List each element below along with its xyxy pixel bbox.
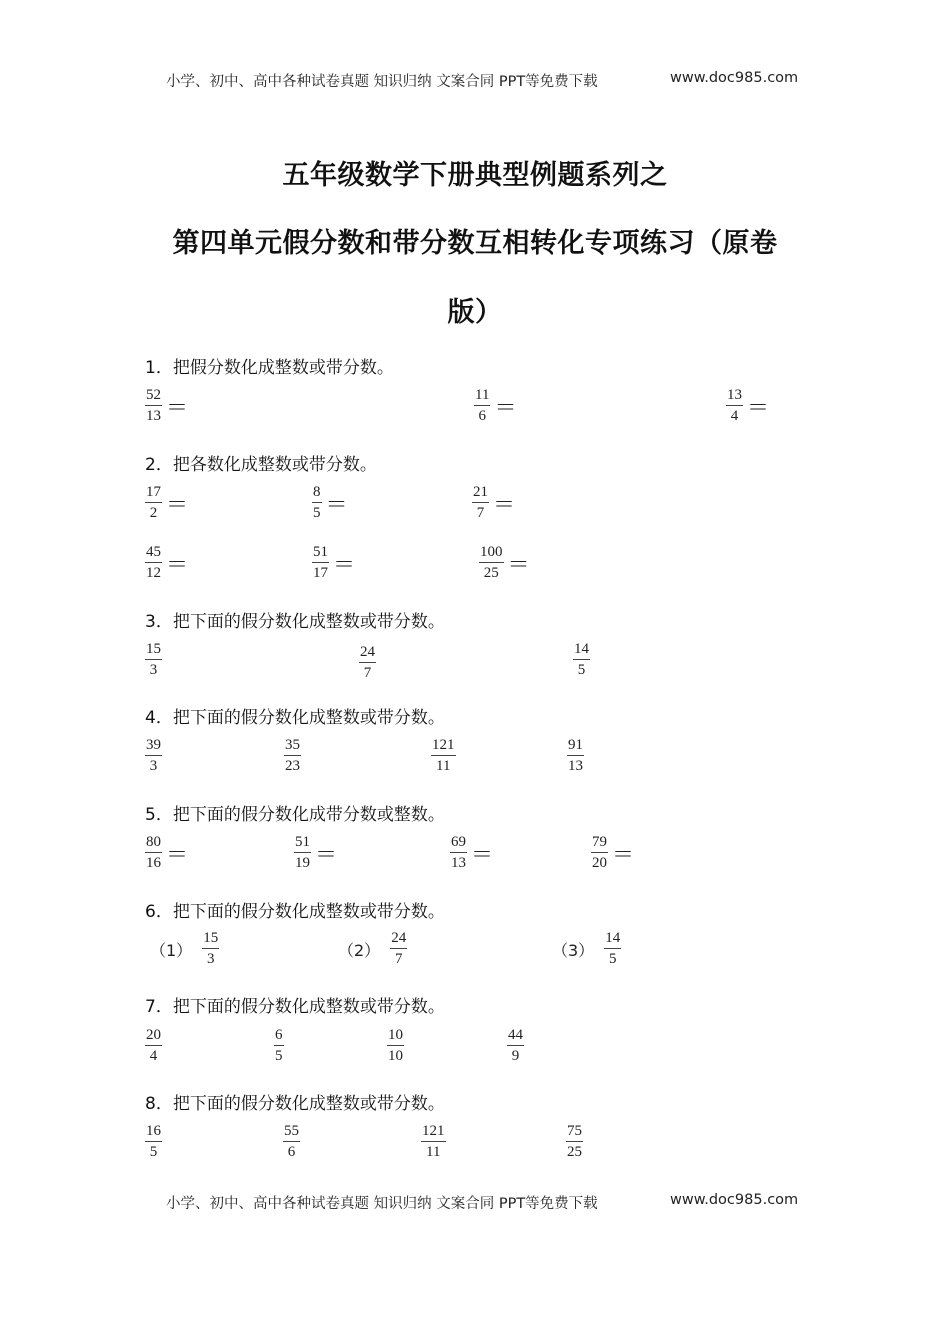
numerator: 24 [391,930,407,946]
fraction-item [472,485,515,521]
fraction-item [150,931,219,967]
item-number: （3） [552,940,595,960]
fraction-item [359,645,376,681]
fraction [294,835,311,871]
fraction [145,738,162,774]
fraction [274,1028,284,1064]
fraction [359,645,376,681]
fraction [145,1028,162,1064]
fraction [283,1124,300,1160]
equals-sign: ＝ [166,491,189,517]
denominator: 10 [388,1048,403,1064]
question-3-label: 3．把下面的假分数化成整数或带分数。 [145,612,445,632]
fraction-item [283,1124,300,1160]
numerator: 13 [727,387,742,403]
denominator: 5 [577,662,586,678]
fraction-item [145,485,188,521]
denominator: 3 [206,951,215,967]
equals-sign: ＝ [507,551,530,577]
item-number: （1） [150,940,193,960]
numerator: 79 [592,834,607,850]
fraction-item [145,642,162,678]
numerator: 24 [360,644,375,660]
fraction [145,1124,162,1160]
title-line-1: 五年级数学下册典型例题系列之 [282,160,668,191]
numerator: 91 [568,737,583,753]
denominator: 17 [313,565,328,581]
fraction [431,738,456,774]
fraction-item [338,931,407,967]
numerator: 100 [480,544,503,560]
header-site-link[interactable]: www.doc985.com [670,70,799,86]
fraction-item [145,545,188,581]
header-text: 小学、初中、高中各种试卷真题 知识归纳 文案合同 PPT等免费下载 [166,74,598,90]
fraction [567,738,584,774]
numerator: 15 [203,930,219,946]
numerator: 75 [567,1123,582,1139]
denominator: 11 [436,758,451,774]
denominator: 25 [567,1144,582,1160]
fraction [145,485,162,521]
denominator: 9 [511,1048,520,1064]
item-number: （2） [338,940,381,960]
equals-sign: ＝ [166,394,189,420]
numerator: 14 [574,641,589,657]
fraction-item [573,642,590,678]
fraction-item [552,931,621,967]
equals-sign: ＝ [166,841,189,867]
denominator: 5 [275,1048,283,1064]
denominator: 3 [149,662,158,678]
numerator: 16 [146,1123,161,1139]
denominator: 23 [285,758,300,774]
fraction-item [145,738,162,774]
fraction-item [421,1124,446,1160]
equals-sign: ＝ [747,394,770,420]
fraction [472,485,489,521]
numerator: 55 [284,1123,299,1139]
numerator: 80 [146,834,161,850]
question-5-label: 5．把下面的假分数化成带分数或整数。 [145,805,445,825]
numerator: 15 [146,641,161,657]
denominator: 6 [287,1144,296,1160]
fraction-item [479,545,530,581]
numerator: 45 [146,544,161,560]
numerator: 14 [605,930,621,946]
fraction-item [431,738,456,774]
question-4-label: 4．把下面的假分数化成整数或带分数。 [145,708,445,728]
fraction [387,1028,404,1064]
fraction-item [591,835,634,871]
fraction [145,835,162,871]
fraction-item [450,835,493,871]
fraction [566,1124,583,1160]
fraction [474,388,490,424]
numerator: 121 [422,1123,445,1139]
denominator: 12 [146,565,161,581]
denominator: 7 [394,951,403,967]
denominator: 3 [149,758,158,774]
footer-text: 小学、初中、高中各种试卷真题 知识归纳 文案合同 PPT等免费下载 [166,1196,598,1212]
fraction [145,642,162,678]
fraction [450,835,467,871]
numerator: 44 [508,1027,523,1043]
fraction-item [566,1124,583,1160]
denominator: 13 [568,758,583,774]
fraction [726,388,743,424]
fraction [604,931,621,967]
fraction [145,545,162,581]
fraction [591,835,608,871]
question-1-label: 1．把假分数化成整数或带分数。 [145,358,394,378]
fraction [202,931,219,967]
equals-sign: ＝ [166,551,189,577]
numerator: 69 [451,834,466,850]
fraction-item [274,1028,284,1064]
fraction-item [312,485,348,521]
fraction-item [284,738,301,774]
denominator: 13 [146,408,161,424]
fraction-item [726,388,769,424]
question-2-label: 2．把各数化成整数或带分数。 [145,455,377,475]
fraction [507,1028,524,1064]
numerator: 121 [432,737,455,753]
denominator: 2 [149,505,158,521]
numerator: 20 [146,1027,161,1043]
fraction [145,388,162,424]
equals-sign: ＝ [315,841,338,867]
fraction [312,545,329,581]
title-line-3: 版） [447,297,503,328]
denominator: 16 [146,855,161,871]
question-8-label: 8．把下面的假分数化成整数或带分数。 [145,1094,445,1114]
denominator: 7 [363,665,372,681]
equals-sign: ＝ [493,491,516,517]
numerator: 21 [473,484,488,500]
numerator: 6 [275,1027,283,1043]
fraction-item [145,1124,162,1160]
equals-sign: ＝ [333,551,356,577]
fraction [284,738,301,774]
question-7-label: 7．把下面的假分数化成整数或带分数。 [145,997,445,1017]
fraction-item [507,1028,524,1064]
fraction-item [145,835,188,871]
numerator: 8 [313,484,321,500]
denominator: 6 [478,408,486,424]
numerator: 11 [475,387,490,403]
equals-sign: ＝ [494,394,517,420]
equals-sign: ＝ [471,841,494,867]
numerator: 39 [146,737,161,753]
denominator: 5 [313,505,321,521]
fraction [479,545,504,581]
denominator: 7 [476,505,485,521]
denominator: 25 [483,565,499,581]
fraction-item [312,545,355,581]
denominator: 5 [608,951,617,967]
fraction [390,931,407,967]
denominator: 11 [426,1144,441,1160]
fraction-item [474,388,516,424]
numerator: 51 [313,544,328,560]
title-line-2: 第四单元假分数和带分数互相转化专项练习（原卷 [172,228,778,259]
numerator: 10 [388,1027,403,1043]
fraction-item [145,1028,162,1064]
fraction [312,485,322,521]
fraction [421,1124,446,1160]
question-6-label: 6．把下面的假分数化成整数或带分数。 [145,902,445,922]
denominator: 19 [295,855,310,871]
numerator: 52 [146,387,161,403]
denominator: 13 [451,855,466,871]
denominator: 20 [592,855,607,871]
equals-sign: ＝ [325,491,348,517]
fraction [573,642,590,678]
footer-site-link[interactable]: www.doc985.com [670,1192,799,1208]
denominator: 4 [730,408,739,424]
numerator: 17 [146,484,161,500]
numerator: 51 [295,834,310,850]
fraction-item [567,738,584,774]
fraction-item [294,835,337,871]
numerator: 35 [285,737,300,753]
fraction-item [145,388,188,424]
denominator: 4 [149,1048,158,1064]
equals-sign: ＝ [612,841,635,867]
denominator: 5 [149,1144,158,1160]
fraction-item [387,1028,404,1064]
